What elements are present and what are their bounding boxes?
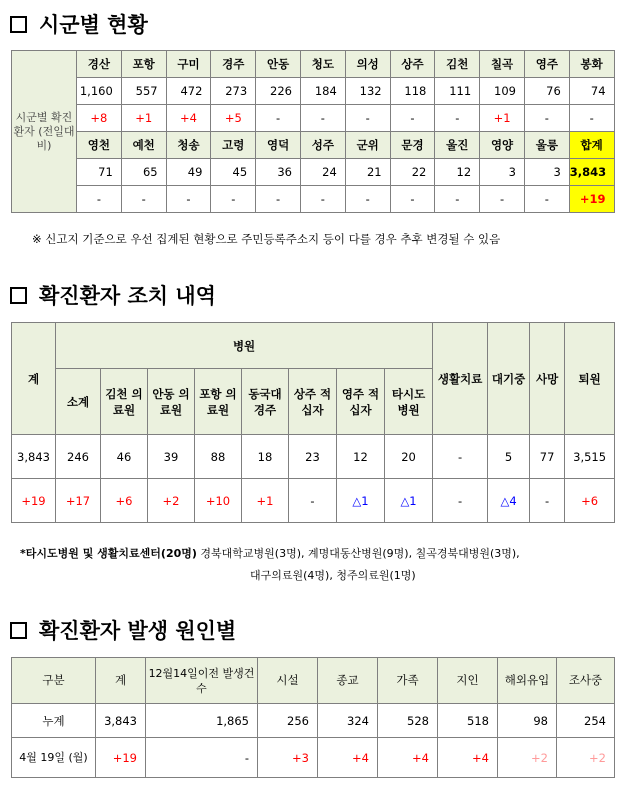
- measure-change: +1: [242, 479, 289, 523]
- cause-value: 98: [498, 704, 557, 738]
- measure-change: △1: [337, 479, 385, 523]
- city-count: 118: [390, 78, 435, 105]
- section-title-status: 시군별 현황: [10, 9, 148, 39]
- measure-change: +17: [56, 479, 101, 523]
- city-name: 영덕: [256, 132, 301, 159]
- city-count: 557: [121, 78, 166, 105]
- city-change: -: [300, 105, 345, 132]
- measure-count: 3,515: [565, 435, 615, 479]
- city-count: 49: [166, 159, 211, 186]
- cause-header: 시설: [258, 658, 318, 704]
- col-discharged: 퇴원: [565, 323, 615, 435]
- city-count: 3: [524, 159, 569, 186]
- city-change: -: [390, 186, 435, 213]
- city-change: -: [300, 186, 345, 213]
- measures-note-bold: *타시도병원 및 생활치료센터(20명): [20, 547, 197, 560]
- city-count: 184: [300, 78, 345, 105]
- cause-header: 구분: [12, 658, 96, 704]
- city-count: 45: [211, 159, 256, 186]
- cause-header: 지인: [438, 658, 498, 704]
- measure-change: -: [530, 479, 565, 523]
- section-title-causes: 확진환자 발생 원인별: [10, 615, 236, 645]
- city-change: -: [390, 105, 435, 132]
- city-count: 76: [524, 78, 569, 105]
- cause-header: 종교: [318, 658, 378, 704]
- city-count: 472: [166, 78, 211, 105]
- city-name: 성주: [300, 132, 345, 159]
- col-waiting: 대기중: [488, 323, 530, 435]
- city-name: 경산: [77, 51, 122, 78]
- row-label: 4월 19일 (월): [12, 738, 96, 778]
- hospital-col: 상주 적십자: [289, 369, 337, 435]
- measure-count: 5: [488, 435, 530, 479]
- city-count: 24: [300, 159, 345, 186]
- hospital-col: 포항 의료원: [195, 369, 242, 435]
- cause-value: 1,865: [146, 704, 258, 738]
- measure-change: +10: [195, 479, 242, 523]
- cause-value: 256: [258, 704, 318, 738]
- cause-value: 324: [318, 704, 378, 738]
- measure-count: 77: [530, 435, 565, 479]
- city-change: -: [77, 186, 122, 213]
- hospital-col: 김천 의료원: [101, 369, 148, 435]
- city-change: -: [345, 186, 390, 213]
- city-status-table: [11, 50, 615, 213]
- measure-change: +6: [101, 479, 148, 523]
- cause-value: 518: [438, 704, 498, 738]
- city-name: 청송: [166, 132, 211, 159]
- cause-change: +4: [318, 738, 378, 778]
- measures-note-line2: 대구의료원(4명), 청주의료원(1명): [250, 569, 416, 582]
- cause-header: 조사중: [557, 658, 615, 704]
- side-header: 시군별 확진환자 (전일대비): [12, 51, 77, 213]
- city-count: 36: [256, 159, 301, 186]
- row-label: 누계: [12, 704, 96, 738]
- city-name: 영양: [480, 132, 525, 159]
- city-change: -: [435, 186, 480, 213]
- city-name: 울진: [435, 132, 480, 159]
- causes-table: [11, 657, 615, 778]
- measure-count: -: [433, 435, 488, 479]
- cause-header: 가족: [378, 658, 438, 704]
- cause-value: 528: [378, 704, 438, 738]
- measure-count: 88: [195, 435, 242, 479]
- hospital-col: 안동 의료원: [148, 369, 195, 435]
- measure-count: 12: [337, 435, 385, 479]
- cause-change: +2: [498, 738, 557, 778]
- city-count: 3: [480, 159, 525, 186]
- measure-count: 23: [289, 435, 337, 479]
- measures-note-line1: [20, 545, 520, 561]
- city-name: 봉화: [569, 51, 614, 78]
- measure-change: +19: [12, 479, 56, 523]
- cause-change: +4: [378, 738, 438, 778]
- city-count: 226: [256, 78, 301, 105]
- city-name: 울릉: [524, 132, 569, 159]
- city-change: +1: [480, 105, 525, 132]
- city-count: 21: [345, 159, 390, 186]
- cause-change: -: [146, 738, 258, 778]
- city-change: -: [166, 186, 211, 213]
- city-name: 예천: [121, 132, 166, 159]
- col-residential: 생활치료: [433, 323, 488, 435]
- city-change: -: [256, 186, 301, 213]
- city-count: 273: [211, 78, 256, 105]
- city-name: 문경: [390, 132, 435, 159]
- city-name: 김천: [435, 51, 480, 78]
- cause-change: +2: [557, 738, 615, 778]
- section-title-measures: 확진환자 조치 내역: [10, 280, 216, 310]
- city-change: -: [435, 105, 480, 132]
- measure-count: 3,843: [12, 435, 56, 479]
- city-count: 109: [480, 78, 525, 105]
- city-change: -: [480, 186, 525, 213]
- total-header: 합계: [569, 132, 614, 159]
- measures-table: [11, 322, 615, 523]
- measure-count: 39: [148, 435, 195, 479]
- hospital-group-header: 병원: [56, 323, 433, 369]
- city-change: +8: [77, 105, 122, 132]
- checkbox-icon: [10, 287, 27, 304]
- city-name: 칠곡: [480, 51, 525, 78]
- city-change: +5: [211, 105, 256, 132]
- status-note: ※ 신고지 기준으로 우선 집계된 현황으로 주민등록주소지 등이 다를 경우 추후 변경될 수 있음: [32, 232, 501, 246]
- city-count: 132: [345, 78, 390, 105]
- city-name: 군위: [345, 132, 390, 159]
- hospital-col: 영주 적십자: [337, 369, 385, 435]
- city-change: -: [121, 186, 166, 213]
- city-name: 의성: [345, 51, 390, 78]
- city-name: 안동: [256, 51, 301, 78]
- city-change: -: [569, 105, 614, 132]
- cause-value: 254: [557, 704, 615, 738]
- city-count: 74: [569, 78, 614, 105]
- total-change: +19: [569, 186, 614, 213]
- city-name: 상주: [390, 51, 435, 78]
- checkbox-icon: [10, 16, 27, 33]
- city-change: -: [256, 105, 301, 132]
- total-count: 3,843: [569, 159, 614, 186]
- city-count: 22: [390, 159, 435, 186]
- city-change: -: [524, 105, 569, 132]
- city-count: 12: [435, 159, 480, 186]
- city-change: +1: [121, 105, 166, 132]
- city-name: 포항: [121, 51, 166, 78]
- cause-header: 12월14일이전 발생건수: [146, 658, 258, 704]
- measure-count: 46: [101, 435, 148, 479]
- measure-count: 20: [385, 435, 433, 479]
- city-count: 71: [77, 159, 122, 186]
- city-count: 1,160: [77, 78, 122, 105]
- city-change: -: [345, 105, 390, 132]
- city-count: 111: [435, 78, 480, 105]
- hospital-col: 타시도 병원: [385, 369, 433, 435]
- cause-change: +19: [96, 738, 146, 778]
- city-name: 청도: [300, 51, 345, 78]
- city-name: 경주: [211, 51, 256, 78]
- col-death: 사망: [530, 323, 565, 435]
- city-change: -: [524, 186, 569, 213]
- col-total: 계: [12, 323, 56, 435]
- city-change: +4: [166, 105, 211, 132]
- measure-change: △1: [385, 479, 433, 523]
- cause-header: 해외유입: [498, 658, 557, 704]
- city-change: -: [211, 186, 256, 213]
- measure-change: △4: [488, 479, 530, 523]
- city-name: 영주: [524, 51, 569, 78]
- measure-change: -: [289, 479, 337, 523]
- checkbox-icon: [10, 622, 27, 639]
- cause-change: +3: [258, 738, 318, 778]
- measure-count: 18: [242, 435, 289, 479]
- cause-header: 계: [96, 658, 146, 704]
- city-count: 65: [121, 159, 166, 186]
- cause-change: +4: [438, 738, 498, 778]
- measures-note-rest: 경북대학교병원(3명), 계명대동산병원(9명), 칠곡경북대병원(3명),: [196, 547, 520, 560]
- measure-change: +6: [565, 479, 615, 523]
- hospital-col: 동국대 경주: [242, 369, 289, 435]
- measure-count: 246: [56, 435, 101, 479]
- hospital-col: 소계: [56, 369, 101, 435]
- city-name: 고령: [211, 132, 256, 159]
- measure-change: -: [433, 479, 488, 523]
- city-name: 영천: [77, 132, 122, 159]
- city-name: 구미: [166, 51, 211, 78]
- measure-change: +2: [148, 479, 195, 523]
- cause-value: 3,843: [96, 704, 146, 738]
